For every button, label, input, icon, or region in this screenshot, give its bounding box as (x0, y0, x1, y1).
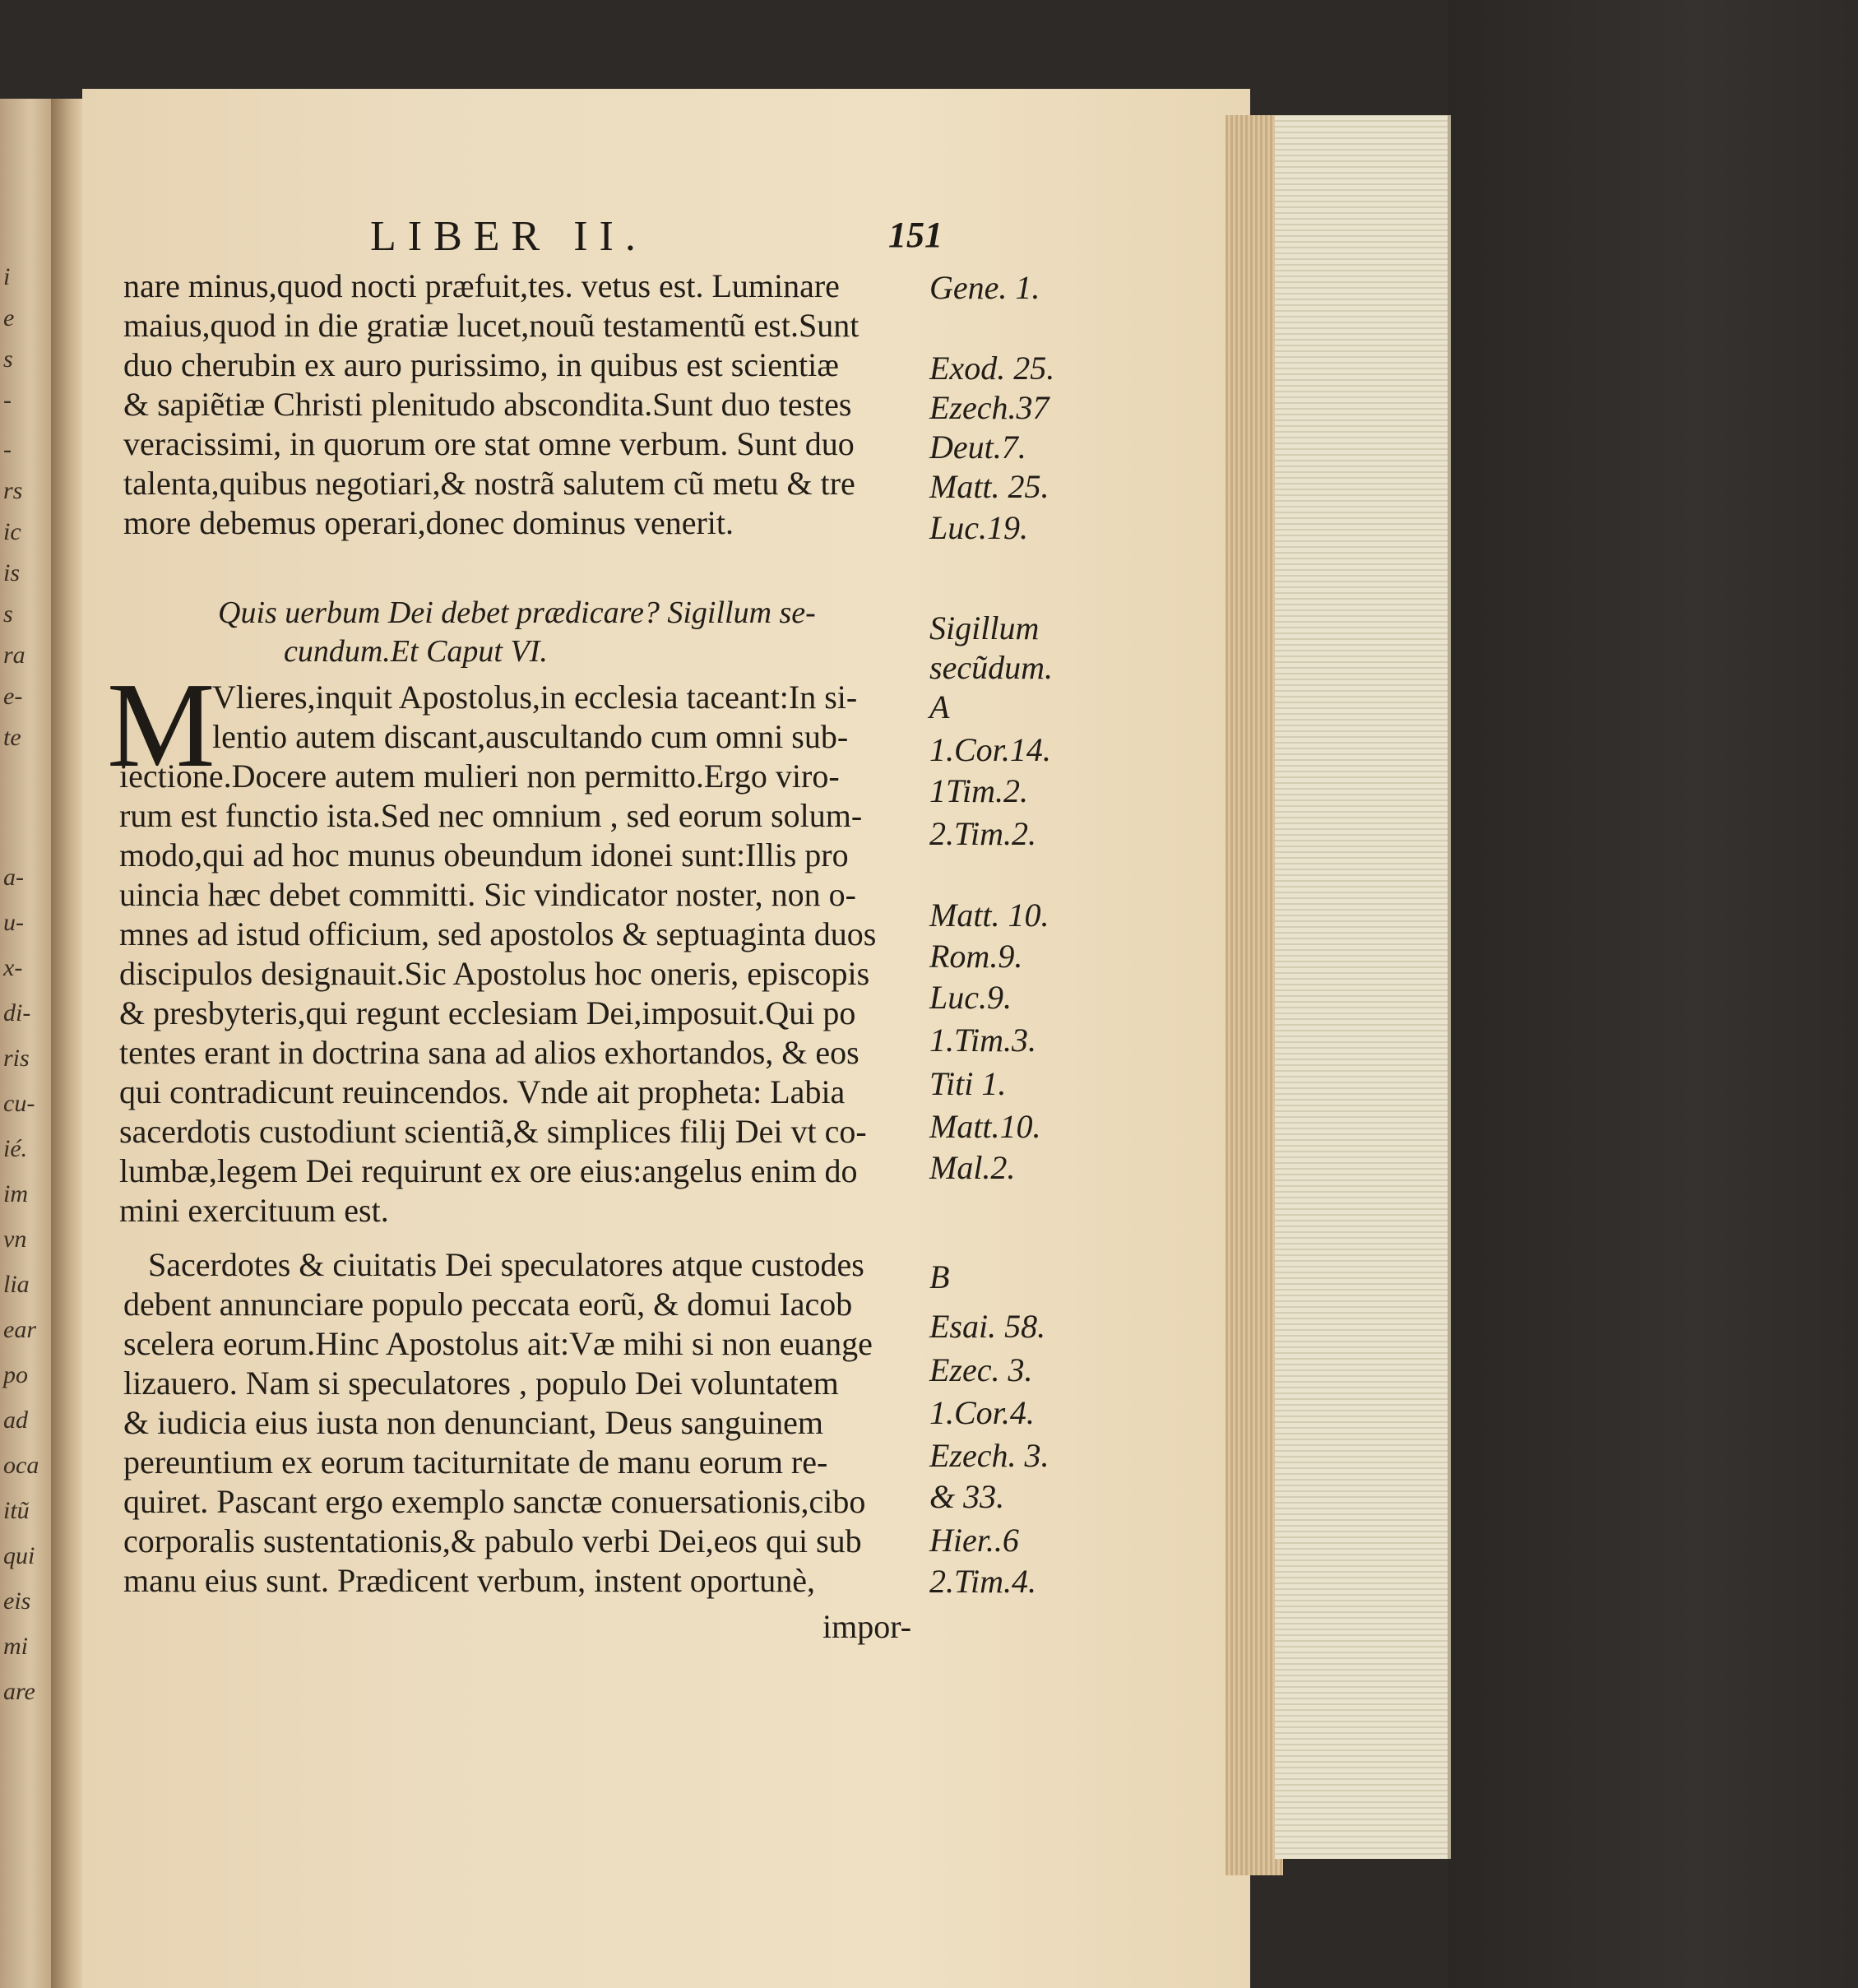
left-page-fragment: s (3, 345, 13, 373)
marginal-note: 1.Tim.3. (929, 1022, 1037, 1059)
text-line: mini exercituum est. (119, 1192, 389, 1229)
text-line: qui contradicunt reuincendos. Vnde ait propheta: Labia (119, 1073, 846, 1110)
marginal-note: 1.Cor.14. (929, 731, 1051, 768)
chapter-heading: cundum.Et Caput VI. (284, 634, 548, 669)
marginal-note: 2.Tim.4. (929, 1563, 1037, 1600)
marginal-note: Hier..6 (929, 1522, 1019, 1559)
marginal-note: Ezec. 3. (929, 1351, 1033, 1388)
text-line: veracissimi, in quorum ore stat omne verbum. Sunt duo (123, 425, 855, 462)
marginal-note: Deut.7. (929, 429, 1026, 466)
running-head: LIBER II. (370, 213, 647, 260)
left-page-fragment: is (3, 559, 21, 586)
left-page-fragment: ic (3, 518, 21, 545)
folio-number: 151 (888, 215, 943, 255)
book-gutter (51, 99, 84, 1988)
left-page-fragment: ra (3, 642, 25, 669)
left-page-fragment: ris (3, 1045, 30, 1072)
text-line: mnes ad istud officium, sed apostolos & septuaginta duos (119, 915, 877, 952)
left-page-fragment: itũ (3, 1497, 30, 1524)
marginal-note: & 33. (929, 1478, 1005, 1515)
left-page-fragment: mi (3, 1633, 28, 1660)
text-block-edges (1275, 115, 1451, 1859)
text-line: iectione.Docere autem mulieri non permitto.Ergo viro- (119, 758, 840, 795)
facing-page-edge (0, 99, 53, 1988)
left-page-fragment: po (3, 1361, 28, 1388)
marginal-note: Esai. 58. (929, 1308, 1046, 1345)
left-page-fragment: u- (3, 909, 24, 936)
marginal-note: Titi 1. (929, 1065, 1007, 1102)
left-page-fragment: ad (3, 1406, 28, 1434)
text-line: quiret. Pascant ergo exemplo sanctæ conuersationis,cibo (123, 1483, 866, 1520)
marginal-note: Rom.9. (929, 938, 1023, 975)
left-page-fragment: cu- (3, 1090, 35, 1117)
text-line: lentio autem discant,auscultando cum omni sub- (212, 718, 849, 755)
drop-cap: M (107, 658, 215, 793)
marginal-note: Sigillum (929, 609, 1040, 646)
text-line: corporalis sustentationis,& pabulo verbi Dei,eos qui sub (123, 1522, 862, 1559)
marginal-note: 1.Cor.4. (929, 1394, 1035, 1431)
left-page-fragment: s (3, 600, 13, 628)
left-page-fragment: are (3, 1678, 35, 1705)
left-page-fragment: e (3, 304, 15, 331)
marginal-note: Mal.2. (929, 1149, 1016, 1186)
marginal-note: 2.Tim.2. (929, 815, 1037, 852)
text-line: manu eius sunt. Prædicent verbum, instent oportunè, (123, 1562, 815, 1599)
text-line: uincia hæc debet committi. Sic vindicator noster, non o- (119, 876, 856, 913)
marginal-note: Matt. 25. (929, 468, 1049, 505)
text-line: nare minus,quod nocti præfuit,tes. vetus est. Luminare (123, 267, 840, 304)
catchword: impor- (822, 1608, 912, 1645)
background-right (1448, 0, 1858, 1988)
marginal-note: Ezech.37 (929, 389, 1049, 426)
marginal-note: Ezech. 3. (929, 1437, 1049, 1474)
left-page-fragment: im (3, 1180, 28, 1207)
left-page-fragment: x- (3, 954, 23, 981)
left-page-fragment: te (3, 724, 21, 751)
left-page-fragment: ié. (3, 1135, 28, 1162)
left-page-fragment: rs (3, 477, 23, 504)
left-page-fragment: i (3, 263, 11, 290)
text-line: modo,qui ad hoc munus obeundum idonei sunt:Illis pro (119, 836, 849, 874)
text-line: Sacerdotes & ciuitatis Dei speculatores atque custodes (148, 1246, 864, 1283)
marginal-note: Luc.19. (929, 509, 1028, 546)
left-page-fragment: oca (3, 1452, 39, 1479)
marginal-note: Gene. 1. (929, 269, 1040, 306)
text-line: discipulos designauit.Sic Apostolus hoc oneris, episcopis (119, 955, 870, 992)
text-line: lizauero. Nam si speculatores , populo Dei voluntatem (123, 1365, 839, 1402)
text-line: tentes erant in doctrina sana ad alios exhortandos, & eos (119, 1034, 859, 1071)
left-page-fragment: - (3, 436, 12, 463)
text-line: rum est functio ista.Sed nec omnium , sed eorum solum- (119, 797, 863, 834)
left-page-fragment: a- (3, 864, 24, 891)
text-line: more debemus operari,donec dominus venerit. (123, 504, 734, 541)
text-line: lumbæ,legem Dei requirunt ex ore eius:angelus enim do (119, 1152, 858, 1189)
left-page-fragment: lia (3, 1271, 30, 1298)
marginal-note: Exod. 25. (929, 350, 1055, 387)
left-page-fragment: ear (3, 1316, 36, 1343)
marginal-note: A (929, 688, 950, 725)
left-page-fragment: vn (3, 1226, 27, 1253)
left-page-fragment: eis (3, 1587, 31, 1615)
text-line: debent annunciare populo peccata eorũ, & domui Iacob (123, 1286, 853, 1323)
marginal-note: B (929, 1258, 950, 1295)
text-line: sacerdotis custodiunt scientiã,& simplices filij Dei vt co- (119, 1113, 867, 1150)
text-line: duo cherubin ex auro purissimo, in quibus est scientiæ (123, 346, 839, 383)
book-page (82, 89, 1250, 1988)
text-line: & sapiẽtiæ Christi plenitudo abscondita.Sunt duo testes (123, 386, 852, 423)
left-page-fragment: qui (3, 1542, 35, 1569)
marginal-note: Matt. 10. (929, 897, 1049, 934)
text-line: & presbyteris,qui regunt ecclesiam Dei,imposuit.Qui po (119, 994, 856, 1031)
text-line: talenta,quibus negotiari,& nostrã salutem cũ metu & tre (123, 465, 855, 502)
marginal-note: Matt.10. (929, 1108, 1041, 1145)
text-line: pereuntium ex eorum taciturnitate de manu eorum re- (123, 1444, 828, 1481)
left-page-fragment: e- (3, 683, 23, 710)
marginal-note: Luc.9. (929, 979, 1012, 1016)
text-line: maius,quod in die gratiæ lucet,nouũ testamentũ est.Sunt (123, 307, 859, 344)
text-line: & iudicia eius iusta non denunciant, Deus sanguinem (123, 1404, 823, 1441)
chapter-heading: Quis uerbum Dei debet prædicare? Sigillum se- (218, 595, 816, 630)
left-page-fragment: - (3, 387, 12, 414)
marginal-note: 1Tim.2. (929, 772, 1029, 809)
text-line: Vlieres,inquit Apostolus,in ecclesia taceant:In si- (212, 679, 858, 716)
left-page-fragment: di- (3, 999, 31, 1026)
text-line: scelera eorum.Hinc Apostolus ait:Væ mihi si non euange (123, 1325, 873, 1362)
marginal-note: secũdum. (929, 649, 1053, 686)
